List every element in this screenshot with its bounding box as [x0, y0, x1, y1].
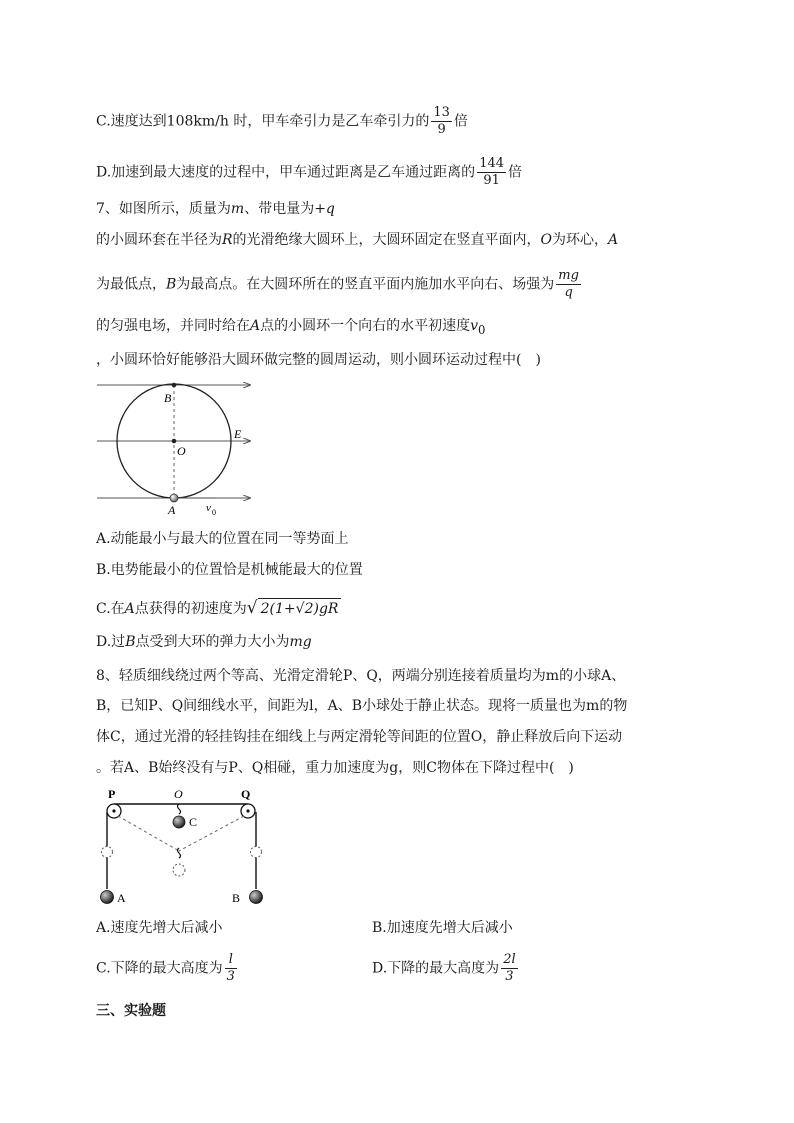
q8-stem-line-2: B，已知P、Q间细线水平，间距为l，A、B小球处于静止状态。现将一质量也为m的物	[96, 698, 628, 714]
point-b	[172, 383, 177, 388]
var: A	[608, 232, 619, 248]
label-v: v	[206, 502, 211, 514]
q8-stem-line-4: 。若A、B始终没有与P、Q相碰，重力加速度为g，则C物体在下降过程中( )	[96, 760, 574, 776]
q7-stem-line-3	[96, 268, 583, 301]
ball-b	[250, 891, 263, 904]
var: B	[125, 634, 136, 650]
label-c: C	[189, 815, 198, 829]
text: 为最高点。在大圆环所在的竖直平面内施加水平向右、场强为	[176, 276, 555, 293]
q7-stem-line-2	[96, 230, 618, 250]
text: 的小圆环套在半径为	[96, 232, 222, 248]
q7-figure-circle-field	[94, 378, 264, 520]
var: A	[250, 318, 261, 334]
label-p: P	[108, 787, 116, 801]
label-o: O	[177, 444, 186, 458]
label-v-sub: 0	[212, 508, 216, 517]
fraction-denominator: 91	[483, 173, 500, 188]
fraction-numerator: 144	[479, 156, 505, 171]
pulley-q-axle	[246, 809, 249, 812]
var: +q	[314, 201, 335, 217]
section-heading: 三、实验题	[96, 1003, 166, 1019]
text: D.下降的最大高度为	[372, 960, 500, 977]
label-b: B	[164, 391, 172, 405]
ball-a	[101, 891, 114, 904]
text: C.在	[96, 601, 125, 617]
text: C.下降的最大高度为	[96, 960, 223, 977]
fraction-denominator: 3	[505, 969, 514, 984]
fraction	[225, 952, 237, 985]
label-q: Q	[241, 787, 251, 801]
q8-option-c	[96, 952, 239, 985]
fraction-numerator: l	[225, 952, 237, 969]
q7-stem-line-1	[96, 199, 335, 219]
text: 的匀强电场，并同时给在	[96, 318, 250, 334]
text: 7、如图所示，质量为	[96, 201, 231, 217]
fraction-denominator: 3	[226, 969, 235, 984]
q6-option-d-text: D.加速到最大速度的过程中，甲车通过距离是乙车通过距离的	[96, 164, 476, 181]
var: v	[470, 318, 479, 334]
text: 为环心，	[552, 232, 609, 248]
text: 点的小圆环一个向右的水平初速度	[260, 318, 471, 334]
q8-option-a: A.速度先增大后减小	[96, 920, 223, 936]
fraction	[431, 105, 452, 138]
q7-stem-line-5: ，小圆环恰好能够沿大圆环做完整的圆周运动，则小圆环运动过程中( )	[96, 352, 541, 368]
text: 点获得的初速度为	[134, 601, 247, 617]
var: B	[166, 276, 177, 293]
q8-figure-pulleys	[96, 786, 276, 910]
label-b: B	[232, 891, 241, 905]
text: 、带电量为	[244, 201, 315, 217]
subscript: 0	[478, 322, 486, 337]
sqrt-radicand: 2(1+√2)gR	[258, 598, 342, 619]
q7-option-d	[96, 632, 312, 652]
q6-option-d-suffix: 倍	[508, 164, 523, 181]
var: A	[124, 601, 135, 617]
label-a: A	[168, 503, 176, 517]
q7-stem-line-4	[96, 316, 485, 340]
label-a: A	[117, 891, 126, 905]
fraction	[556, 268, 581, 301]
q6-option-c-suffix: 倍	[453, 113, 468, 130]
q7-option-a: A.动能最小与最大的位置在同一等势面上	[96, 531, 349, 547]
fraction-numerator: mg	[558, 268, 579, 283]
small-ring-a	[170, 494, 178, 502]
var: R	[222, 232, 233, 248]
var: O	[540, 232, 553, 248]
ball-c-lowered	[173, 864, 185, 876]
ball-b-lowered	[251, 847, 262, 858]
dashed-string-left	[118, 816, 179, 851]
pulley-p-axle	[112, 809, 115, 812]
q8-stem-line-1: 8、轻质细线绕过两个等高、光滑定滑轮P、Q，两端分别连接着质量均为m的小球A、	[96, 668, 626, 684]
hook-lowered	[178, 848, 181, 858]
text: 的光滑绝缘大圆环上，大圆环固定在竖直平面内，	[232, 232, 541, 248]
q6-option-c-text: C.速度达到108km/h 时，甲车牵引力是乙车牵引力的	[96, 113, 430, 130]
q7-option-b: B.电势能最小的位置恰是机械能最大的位置	[96, 562, 363, 578]
fraction-numerator: 2l	[503, 952, 516, 967]
q6-option-d	[96, 156, 522, 189]
text: 点受到大环的弹力大小为	[135, 634, 290, 650]
fraction-denominator: 9	[437, 122, 446, 137]
text: D.过	[96, 634, 126, 650]
fraction-denominator: q	[564, 285, 573, 300]
q7-option-c	[96, 598, 341, 619]
q6-option-c	[96, 105, 468, 138]
label-e: E	[234, 427, 242, 441]
ball-c	[173, 816, 185, 828]
fraction	[501, 952, 517, 985]
point-o	[172, 439, 177, 444]
q8-option-d	[372, 952, 520, 985]
fraction-numerator: 13	[433, 105, 450, 120]
text: 为最低点，	[96, 276, 166, 293]
fraction	[477, 156, 506, 189]
q8-stem-line-3: 体C，通过光滑的轻挂钩挂在细线上与两定滑轮等间距的位置O，静止释放后向下运动	[96, 729, 623, 745]
hook-o	[178, 804, 181, 814]
label-o: O	[174, 787, 183, 801]
var: m	[230, 201, 245, 217]
q8-option-b: B.加速度先增大后减小	[372, 920, 513, 936]
sqrt-sign: √	[246, 598, 258, 618]
ball-a-lowered	[102, 847, 113, 858]
var: mg	[289, 634, 312, 650]
